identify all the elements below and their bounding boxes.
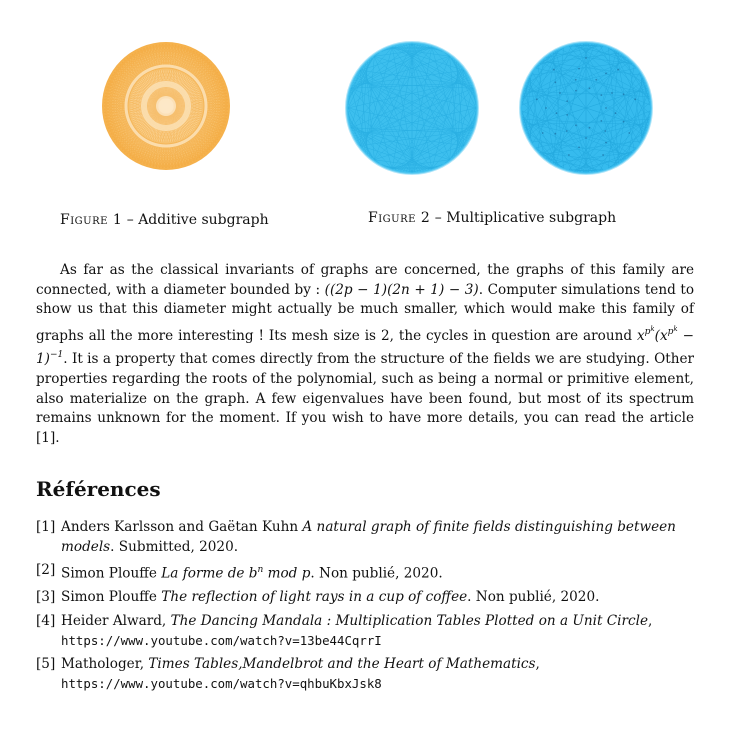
graph-vertex (605, 107, 607, 109)
body-paragraph: As far as the classical invariants of graphs are concerned, the graphs of this family are connected, with a diameter bounded by : ((2p − 1)(2n + 1) − 3). Computer simulations tend to show us that this diameter might actually be much smaller, which would make this family of graphs all the more interesting ! Its mesh size is 2, the cycles in question are around $x^{p^k}(x^{p^k} - 1)^{-1}$. It is a property that comes directly from the structure of the fields we are studying. Other properties regarding the roots of the polynomial, such as being a normal or primitive element, also materialize on the graph. A few eigenvalues have been found, but most of its spectrum remains unknown for the moment. If you wish to have more details, you can read the article [1]. (36, 262, 695, 446)
reference-item: [4] Heider Alward, The Dancing Mandala : Multiplication Tables Plotted on a Unit Circle, https://www.youtube.com/watch?v=13be44CqrrI (36, 612, 696, 651)
graph-vertex (575, 90, 577, 92)
graph-vertex (566, 130, 568, 132)
references-heading: Références (36, 477, 161, 501)
graph-vertex (604, 130, 606, 132)
reference-item: [3] Simon Plouffe The reflection of light rays in a cup of coffee. Non publié, 2020. (36, 589, 600, 606)
graph-vertex (617, 69, 619, 71)
graph-vertex (600, 120, 602, 122)
reference-url-link[interactable]: https://www.youtube.com/watch?v=13be44CqrrI (61, 633, 382, 649)
graph-vertex (556, 112, 558, 114)
graph-vertex (554, 133, 556, 135)
graph-vertex (545, 107, 547, 109)
figure-multiplicative-graph-b (518, 40, 654, 176)
reference-item: [2] Simon Plouffe La forme de $b^n$ mod p. Non publié, 2020. (36, 562, 443, 582)
graph-vertex (615, 112, 617, 114)
graph-vertex (566, 114, 568, 116)
reference-list (36, 518, 696, 698)
graph-vertex (605, 72, 607, 74)
graph-vertex (566, 100, 568, 102)
reference-item: [5] Mathologer, Times Tables,Mandelbrot and the Heart of Mathematics, https://www.youtube.com/watch?v=qhbuKbxJsk8 (36, 655, 696, 694)
graph-vertex (554, 81, 556, 83)
reference-item: [1] Anders Karlsson and Gaëtan Kuhn A natural graph of finite fields distinguishing between models. Submitted, 2020. (36, 519, 676, 555)
graph-vertex (585, 57, 587, 59)
graph-vertex (623, 93, 625, 95)
graph-vertex (568, 154, 570, 156)
reference-url-link[interactable]: https://www.youtube.com/watch?v=qhbuKbxJsk8 (61, 676, 382, 692)
graph-vertex (536, 98, 538, 100)
figure2-caption: Figure 2 – Multiplicative subgraph (368, 210, 617, 226)
graph-vertex (611, 92, 613, 94)
graph-vertex (542, 132, 544, 134)
figure-multiplicative-graph-a (344, 40, 480, 176)
graph-vertex (628, 132, 630, 134)
graph-vertex (605, 142, 607, 144)
graph-vertex (578, 68, 580, 70)
figure-additive-graph (100, 40, 232, 172)
graph-vertex (575, 124, 577, 126)
graph-vertex (602, 154, 604, 156)
graph-vertex (585, 137, 587, 139)
graph-vertex (589, 87, 591, 89)
figure1-caption: Figure 1 – Additive subgraph (60, 212, 269, 228)
graph-vertex (589, 127, 591, 129)
graph-vertex (553, 69, 555, 71)
graph-vertex (595, 79, 597, 81)
graph-vertex (634, 98, 636, 100)
graph-vertex (623, 121, 625, 123)
graph-vertex (600, 94, 602, 96)
graph-vertex (559, 92, 561, 94)
graph-vertex (575, 79, 577, 81)
graph-vertex (578, 146, 580, 148)
